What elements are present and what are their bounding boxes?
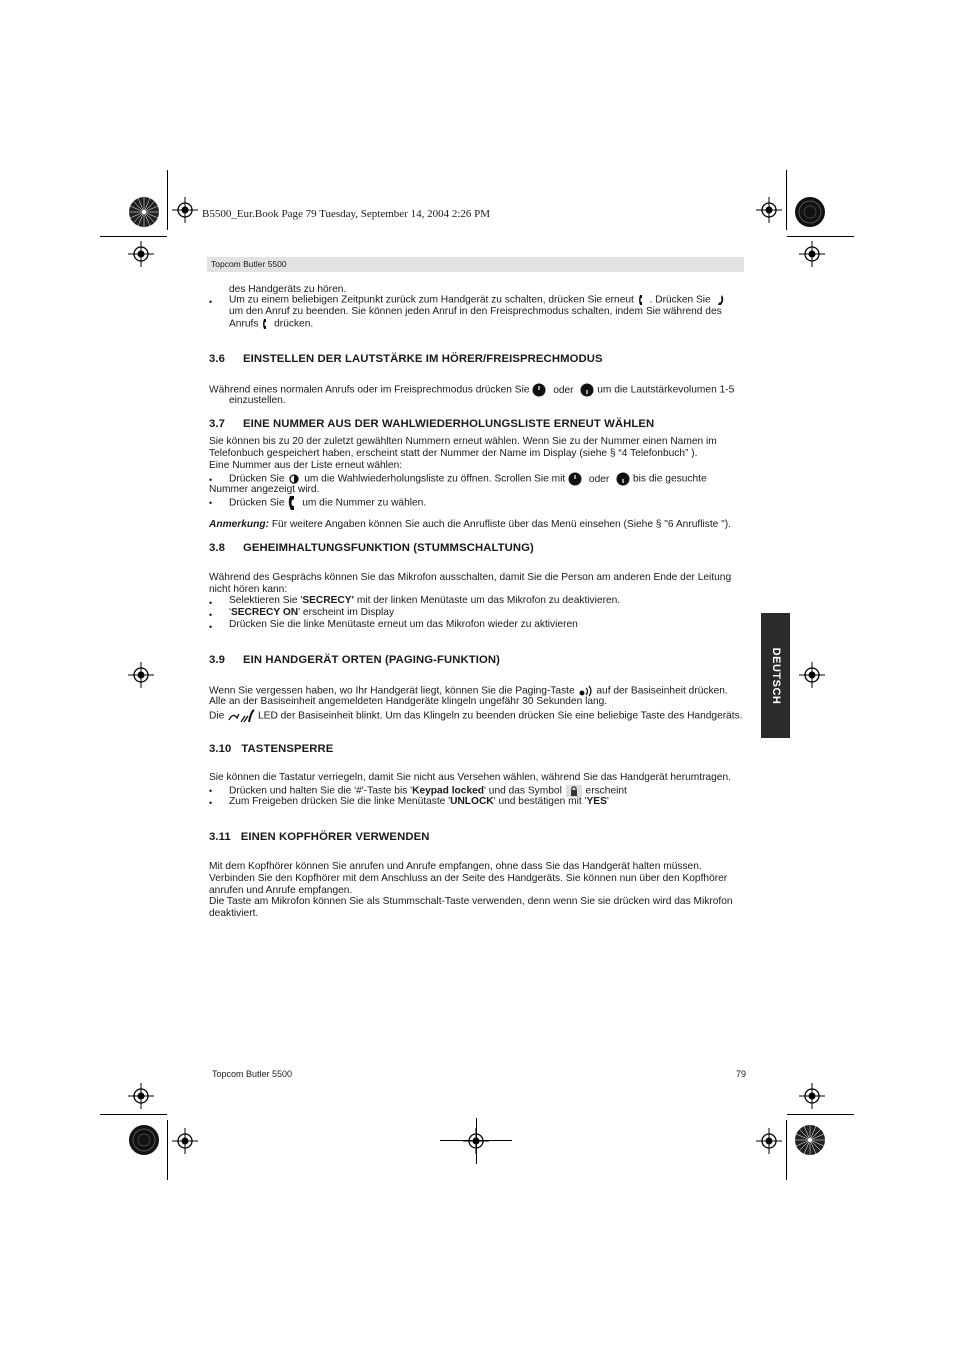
registration-target-icon (799, 241, 825, 267)
text: drücken. (274, 318, 314, 330)
text: um die Lautstärkevolumen 1-5 (597, 384, 735, 396)
crop-mark (476, 1118, 477, 1164)
handset-off-hook-icon (287, 495, 299, 511)
bullet: • (209, 610, 213, 620)
language-tab (761, 613, 790, 738)
section-title: EINSTELLEN DER LAUTSTÄRKE IM HÖRER/FREISPRECHMODUS (243, 353, 603, 365)
handset-on-hook-icon (714, 294, 726, 306)
paragraph-line: Sie können die Tastatur verriegeln, damit Sie nicht aus Versehen wählen, während Sie das Handgerät herumtragen. (209, 772, 731, 783)
text: Zum Freigeben drücken Sie die linke Menütaste ' (229, 796, 451, 807)
text: Um zu einem beliebigen Zeitpunkt zurück zum Handgerät zu schalten, drücken Sie erneut (229, 294, 634, 306)
handset-off-hook-icon (637, 294, 647, 306)
text: bis die gesuchte (633, 473, 707, 485)
crop-mark (100, 1114, 167, 1115)
text: ' (606, 796, 609, 807)
text: ' (229, 607, 231, 618)
color-wheel-icon (794, 196, 826, 228)
menu-term: YES (586, 796, 607, 807)
registration-target-icon (128, 1083, 154, 1109)
text: mit der linken Menütaste um das Mikrofon zu deaktivieren. (354, 595, 621, 606)
bullet: • (209, 598, 213, 608)
volume-up-button-icon (568, 472, 582, 486)
section-number: 3.9 (209, 654, 226, 666)
volume-down-button-icon (616, 472, 630, 486)
paragraph-line: Sie können bis zu 20 der zuletzt gewählten Nummern erneut wählen. Wenn Sie zu der Nummer einen Namen im (209, 436, 717, 447)
section-number: 3.10 (209, 743, 232, 755)
section-number: 3.6 (209, 353, 226, 365)
text: ' und das Symbol (484, 785, 562, 797)
text: Drücken Sie (229, 473, 285, 485)
intro-line: um den Anruf zu beenden. Sie können jeden Anruf in den Freisprechmodus schalten, indem Sie während des (229, 306, 722, 317)
text: um die Wahlwiederholungsliste zu öffnen. Scrollen Sie mit (304, 473, 566, 485)
language-tab-label: DEUTSCH (769, 647, 782, 704)
note-label: Anmerkung: (209, 519, 269, 530)
intro-line: des Handgeräts zu hören. (229, 284, 347, 295)
paragraph-line: nicht hören kann: (209, 584, 288, 595)
text: LED der Basiseinheit blinkt. Um das Klingeln zu beenden drücken Sie eine beliebige Taste des Handgeräts. (257, 710, 743, 722)
intro-line (229, 318, 313, 331)
bullet-text (229, 495, 426, 511)
registration-target-icon (128, 241, 154, 267)
paragraph-line: Alle an der Basiseinheit angemeldeten Handgeräte klingeln ungefähr 30 Sekunden lang. (209, 696, 608, 707)
registration-target-icon (799, 662, 825, 688)
registration-target-icon (128, 662, 154, 688)
text: Drücken und halten Sie die '#'-Taste bis ' (229, 785, 413, 797)
redial-button-icon (287, 474, 301, 484)
section-title: EIN HANDGERÄT ORTEN (PAGING-FUNKTION) (243, 654, 501, 666)
header-bar (207, 257, 744, 272)
paragraph (209, 383, 734, 397)
volume-down-button-icon (580, 383, 594, 397)
section-heading (209, 353, 603, 365)
paragraph-line: einzustellen. (229, 395, 286, 406)
text: oder (588, 473, 610, 485)
crop-mark (100, 236, 167, 237)
star-wheel-icon (794, 1124, 826, 1156)
crop-mark (787, 1114, 854, 1115)
menu-term: SECRECY ON (230, 607, 299, 618)
section-number: 3.11 (209, 831, 231, 843)
bullet-text (229, 607, 394, 619)
crop-mark (787, 236, 854, 237)
crop-mark (786, 1120, 787, 1180)
registration-target-icon (756, 1128, 782, 1154)
paragraph (209, 708, 743, 724)
volume-up-button-icon (532, 383, 546, 397)
text: Selektieren Sie ' (229, 595, 303, 606)
handset-off-hook-icon (261, 318, 271, 330)
registration-target-icon (172, 1128, 198, 1154)
text: Die (209, 710, 225, 722)
text: ' erscheint im Display (298, 607, 395, 618)
crop-mark (167, 1120, 168, 1180)
bullet-text (229, 796, 609, 808)
section-number: 3.7 (209, 418, 226, 430)
registration-target-icon (799, 1083, 825, 1109)
bullet: • (209, 498, 213, 508)
section-heading (209, 418, 654, 430)
section-title: EINE NUMMER AUS DER WAHLWIEDERHOLUNGSLISTE ERNEUT WÄHLEN (243, 418, 655, 430)
section-heading (209, 831, 429, 843)
paragraph-line: Verbinden Sie den Kopfhörer mit dem Anschluss an der Seite des Handgeräts. Sie können nun über den Kopfhörer (209, 873, 728, 884)
bullet: • (209, 798, 213, 808)
menu-term: Keypad locked (412, 785, 484, 797)
star-wheel-icon (128, 196, 160, 228)
text: Drücken Sie (229, 497, 285, 509)
text: Wenn Sie vergessen haben, wo Ihr Handgerät liegt, können Sie die Paging-Taste (209, 685, 575, 697)
paragraph-line: Eine Nummer aus der Liste erneut wählen: (209, 460, 403, 471)
bullet: • (209, 475, 213, 485)
bullet: • (209, 622, 213, 632)
bullet: • (209, 297, 213, 307)
paragraph-line: anrufen und Anrufe empfangen. (209, 885, 353, 896)
crop-mark (786, 170, 787, 230)
text: auf der Basiseinheit drücken. (596, 685, 728, 697)
note-text: Für weitere Angaben können Sie auch die Anrufliste über das Menü einsehen (Siehe § "6 Anrufliste "). (269, 519, 731, 530)
registration-target-icon (172, 197, 198, 223)
line-led-icon (227, 708, 255, 724)
bullet-text: Drücken Sie die linke Menütaste erneut um das Mikrofon wieder zu aktivieren (229, 619, 578, 630)
file-info: B5500_Eur.Book Page 79 Tuesday, September 14, 2004 2:26 PM (202, 208, 491, 220)
section-heading (209, 654, 500, 666)
paragraph-line: Die Taste am Mikrofon können Sie als Stummschalt-Taste verwenden, denn wenn Sie sie drücken wird das Mikrofon (209, 896, 733, 907)
bullet-text (229, 595, 620, 607)
bullet: • (209, 786, 213, 796)
menu-term: SECRECY' (302, 595, 354, 606)
section-title: GEHEIMHALTUNGSFUNKTION (STUMMSCHALTUNG) (243, 542, 534, 554)
page-number: 79 (736, 1069, 747, 1079)
paragraph-line: Mit dem Kopfhörer können Sie anrufen und Anrufe empfangen, ohne dass Sie das Handgerät halten müssen. (209, 861, 702, 872)
section-heading (209, 542, 534, 554)
section-title: TASTENSPERRE (241, 743, 334, 755)
section-number: 3.8 (209, 542, 226, 554)
text: . Drücken Sie (649, 294, 711, 306)
text: um die Nummer zu wählen. (302, 497, 427, 509)
paragraph-line: Während des Gesprächs können Sie das Mikrofon ausschalten, damit Sie die Person am anderen Ende der Leitung (209, 572, 732, 583)
section-title: EINEN KOPFHÖRER VERWENDEN (240, 831, 430, 843)
paragraph-line: Nummer angezeigt wird. (209, 484, 320, 495)
paragraph-line: Telefonbuch gespeichert haben, erscheint statt der Nummer der Name im Display (siehe § “4 Telefonbuch” ). (209, 448, 698, 459)
menu-term: UNLOCK (450, 796, 494, 807)
section-heading (209, 743, 333, 755)
registration-target-icon (756, 197, 782, 223)
header-title: Topcom Butler 5500 (211, 259, 287, 269)
text: Während eines normalen Anrufs oder im Freisprechmodus drücken Sie (209, 384, 530, 396)
paragraph-line: deaktiviert. (209, 908, 259, 919)
text: erscheint (585, 785, 627, 797)
footer-title: Topcom Butler 5500 (212, 1069, 293, 1079)
note (209, 519, 731, 531)
crop-mark (167, 170, 168, 230)
text: ' und bestätigen mit ' (493, 796, 587, 807)
text: oder (553, 384, 574, 396)
text: Anrufs (229, 318, 259, 330)
color-wheel-icon (128, 1124, 160, 1156)
intro-bullet-text (229, 294, 726, 307)
